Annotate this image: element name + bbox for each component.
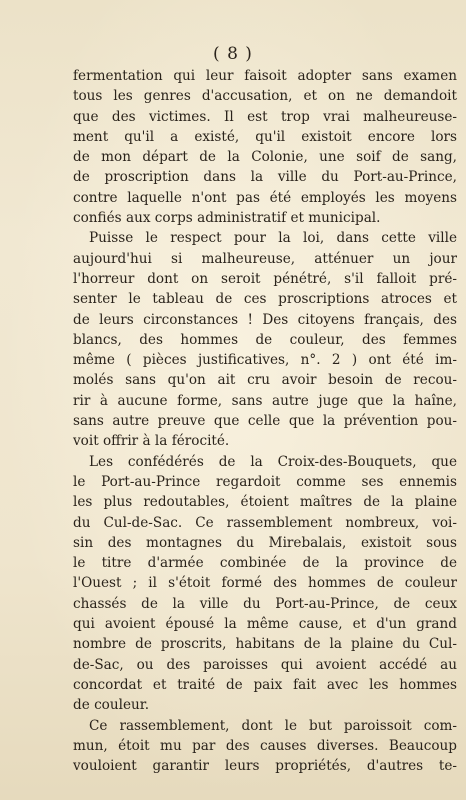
text-line: le titre d'armée combinée de la province de [73,555,457,572]
text-line: tous les genres d'accusation, et on ne demandoit [73,88,457,105]
text-line: mun, étoit mu par des causes diverses. Beaucoup [73,737,457,754]
text-line: Les confédérés de la Croix-des-Bouquets, que [89,453,457,470]
text-line: de proscription dans la ville du Port-au-Prince, [73,169,457,186]
text-line: senter le tableau de ces proscriptions atroces et [73,291,457,308]
text-line: de couleur. [73,697,150,714]
text-line: de leurs circonstances ! Des citoyens français, des [73,311,457,328]
text-line: nombre de proscrits, habitans de la plaine du Cul- [73,636,457,653]
text-line: molés sans qu'on ait cru avoir besoin de recou- [73,372,457,389]
paragraph [73,452,457,716]
text-line: même ( pièces justificatives, n°. 2 ) ont été im- [73,352,457,369]
text-line: voit offrir à la férocité. [73,433,230,450]
page-number: ( 8 ) [213,44,253,64]
text-line: fermentation qui leur faisoit adopter sans examen [73,68,457,84]
paragraph [73,66,457,228]
body-text [73,66,457,776]
text-line: que des victimes. Il est trop vrai malheureuse- [73,108,457,125]
paragraph [73,716,457,777]
paragraph [73,228,457,451]
text-line: de-Sac, ou des paroisses qui avoient accédé au [73,656,457,673]
text-line: sans autre preuve que celle que la prévention pou- [73,413,457,430]
text-line: contre laquelle n'ont pas été employés les moyens [73,189,457,206]
text-line: chassés de la ville du Port-au-Prince, de ceux [73,595,457,612]
text-line: l'Ouest ; il s'étoit formé des hommes de couleur [73,575,457,592]
text-line: concordat et traité de paix fait avec les hommes [73,676,457,693]
text-line: l'horreur dont on seroit pénétré, s'il falloit pré- [73,270,457,287]
text-line: les plus redoutables, étoient maîtres de la plaine [73,494,457,511]
text-line: confiés aux corps administratif et municipal. [73,210,381,227]
text-line: Ce rassemblement, dont le but paroissoit com- [89,717,457,734]
text-line: sin des montagnes du Mirebalais, existoit sous [73,534,457,551]
text-line: Puisse le respect pour la loi, dans cette ville [89,230,457,247]
text-line: vouloient garantir leurs propriétés, d'autres te- [73,758,457,775]
text-line: le Port-au-Prince regardoit comme ses ennemis [73,473,457,490]
text-line: ment qu'il a existé, qu'il existoit encore lors [73,128,457,145]
text-line: du Cul-de-Sac. Ce rassemblement nombreux, voi- [73,514,457,531]
text-line: rir à aucune forme, sans autre juge que la haîne, [73,392,457,409]
text-line: qui avoient épousé la même cause, et d'un grand [73,616,457,633]
text-line: blancs, des hommes de couleur, des femmes [73,331,457,348]
text-line: aujourd'hui si malheureuse, atténuer un jour [73,250,457,267]
text-line: de mon départ de la Colonie, une soif de sang, [73,149,457,166]
